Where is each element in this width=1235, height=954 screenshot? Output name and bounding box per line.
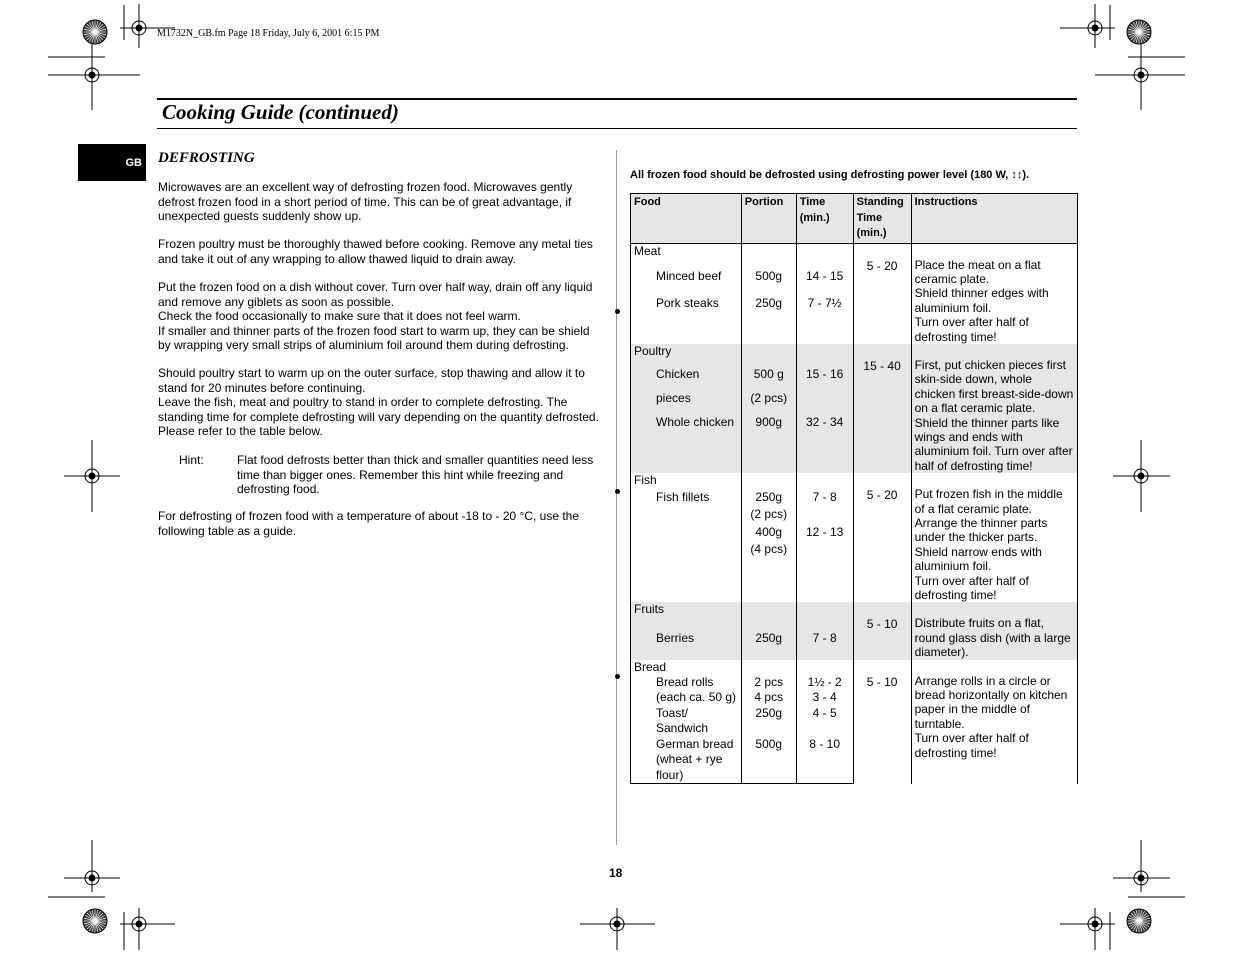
standing-time-cell: 5 - 10 [853,660,911,784]
instruction-text: Turn over after half of defrosting time! [914,573,1029,603]
food-name: (wheat + rye [631,752,742,768]
time-cell [796,768,853,784]
defrosting-table [630,193,1078,784]
instruction-text: Distribute fruits on a flat, round glass dish (with a large diameter). [914,616,1071,660]
registration-mark [1083,16,1107,40]
paragraph-placement: Put the frozen food on a dish without cover. Turn over half way, drain off any liquid and remove any giblets as soon as possible. Check the food occasionally to make sure that it does not feel warm. If smaller and thinner parts of the frozen food start to warm up, they can be shield by wrapping very small strips of aluminium foil around them during defrosting. [158,280,593,353]
header-instructions: Instructions [911,194,1077,244]
instructions-cell [911,243,1077,344]
portion-cell: 500g [741,737,796,753]
empty-cell [796,602,853,630]
spacer-cell [631,783,742,784]
paragraph-intro: Microwaves are an excellent way of defrosting frozen food. Microwaves gently defrost frozen food in a short period of time. This can be of great advantage, if unexpected guests suddenly show up. [158,180,573,224]
time-cell [796,752,853,768]
instructions-cell [911,660,1077,784]
table-category-row [631,602,1078,630]
instruction-text: Shield narrow ends with aluminium foil. [914,544,1042,574]
portion-cell: 400g [741,525,796,542]
portion-cell: 500 g [741,367,796,391]
registration-mark [127,912,151,936]
food-category: Meat [631,243,742,269]
spacer-cell [631,559,742,602]
food-name: pieces [631,391,742,415]
instructions-cell [911,473,1077,602]
table-intro: All frozen food should be defrosted using defrosting power level (180 W, ↕↕). [630,169,1030,181]
spacer-cell [796,322,853,344]
food-name [631,542,742,559]
time-cell: 12 - 13 [796,525,853,542]
time-cell [796,391,853,415]
language-tab: GB [78,144,146,181]
empty-cell [796,660,853,675]
portion-cell: 250g [741,706,796,722]
food-category: Fruits [631,602,742,630]
empty-cell [796,473,853,490]
paragraph-poultry: Frozen poultry must be thoroughly thawed before cooking. Remove any metal ties and take it out of any wrapping to allow thawed liquid to drain away. [158,237,593,266]
instruction-text: Arrange rolls in a circle or bread horizontally on kitchen paper in the middle of turntable. [914,673,1068,731]
registration-mark [127,16,151,40]
instruction-text: Turn over after half of defrosting time! [914,315,1029,344]
portion-cell: 900g [741,415,796,439]
empty-cell [741,243,796,269]
time-cell: 15 - 16 [796,367,853,391]
registration-mark [80,63,104,87]
hint-label: Hint: [179,453,204,467]
section-title: DEFROSTING [158,150,255,166]
registration-mark [605,912,629,936]
standing-time-cell: 5 - 20 [853,473,911,602]
color-target-mark [1126,908,1152,934]
instruction-text: Turn over after half of defrosting time! [914,731,1029,760]
food-name: German bread [631,737,742,753]
spacer-cell [796,559,853,602]
page-number: 18 [609,866,623,880]
instruction-text: Arrange the thinner parts under the thicker parts. [914,516,1048,545]
food-name: Chicken [631,367,742,391]
food-name [631,507,742,524]
portion-cell: (4 pcs) [741,542,796,559]
time-cell: 7 - 8 [796,631,853,660]
time-cell: 4 - 5 [796,706,853,722]
instruction-text: Place the meat on a flat ceramic plate. [914,257,1041,286]
spacer-cell [796,783,853,784]
time-cell [796,507,853,524]
empty-cell [741,660,796,675]
portion-cell [741,721,796,737]
spacer-cell [741,439,796,473]
time-cell: 32 - 34 [796,415,853,439]
food-category: Poultry [631,344,742,367]
empty-cell [741,473,796,490]
registration-mark [80,464,104,488]
header-time: Time (min.) [796,194,853,244]
instruction-text: Put frozen fish in the middle of a flat ceramic plate. [914,487,1063,516]
standing-time-cell: 15 - 40 [853,344,911,473]
empty-cell [741,344,796,367]
header-portion: Portion [741,194,796,244]
header-standing-time: Standing Time (min.) [853,194,911,244]
food-name: Sandwich [631,721,742,737]
food-name [631,525,742,542]
table-category-row [631,243,1078,269]
registration-mark [1129,866,1153,890]
instruction-text: First, put chicken pieces first skin-side down, whole chicken first breast-side-down on a flat ceramic plate. [914,357,1074,416]
portion-cell: 250g [741,490,796,507]
hint-text: Flat food defrosts better than thick and smaller quantities need less time than bigger ones. Remember this hint while freezing and defrosting food. [237,453,594,497]
time-cell: 7 - 8 [796,490,853,507]
portion-cell: 4 pcs [741,690,796,706]
food-name: Minced beef [631,269,742,295]
paragraph-standing: Should poultry start to warm up on the outer surface, stop thawing and allow it to stand for 20 minutes before continuing. Leave the fish, meat and poultry to stand in order to complete defrosting. The standing time for complete defrosting will vary depending on the quantity defrosted. Please refer to the table below. [158,366,599,439]
column-divider [616,150,617,845]
page-title: Cooking Guide (continued) [162,100,399,124]
time-cell [796,542,853,559]
food-name: Fish fillets [631,490,742,507]
registration-mark [1129,63,1153,87]
table-category-row [631,660,1078,675]
time-cell: 1½ - 2 [796,675,853,691]
spacer-cell [631,439,742,473]
standing-time-cell: 5 - 20 [853,243,911,344]
portion-cell: 500g [741,269,796,295]
portion-cell: 2 pcs [741,675,796,691]
instructions-cell [911,344,1077,473]
food-name: Toast/ [631,706,742,722]
food-name: Berries [631,631,742,660]
portion-cell [741,752,796,768]
portion-cell [741,768,796,784]
color-target-mark [1126,19,1152,45]
color-target-mark [82,908,108,934]
margin-dot [615,309,620,314]
registration-mark [80,866,104,890]
paragraph-temperature: For defrosting of frozen food with a temperature of about -18 to - 20 °C, use the following table as a guide. [158,509,580,538]
instruction-text: Shield the thinner parts like wings and ends with aluminium foil. Turn over after half of defrosting time! [914,415,1073,473]
time-cell [796,721,853,737]
food-name: Whole chicken [631,415,742,439]
color-target-mark [82,19,108,45]
empty-cell [796,243,853,269]
food-name: flour) [631,768,742,784]
table-category-row [631,344,1078,367]
portion-cell: (2 pcs) [741,507,796,524]
empty-cell [796,344,853,367]
header-food: Food [631,194,742,244]
registration-mark [1129,464,1153,488]
margin-dot [615,489,620,494]
time-cell: 7 - 7½ [796,296,853,322]
table-header-row [631,194,1078,244]
spacer-cell [741,783,796,784]
food-category: Bread [631,660,742,675]
instructions-cell [911,602,1077,659]
title-bottom-rule [157,128,1077,129]
food-name: Bread rolls [631,675,742,691]
portion-cell: 250g [741,296,796,322]
spacer-cell [741,322,796,344]
spacer-cell [796,439,853,473]
portion-cell: (2 pcs) [741,391,796,415]
print-header: M1732N_GB.fm Page 18 Friday, July 6, 2001 6:15 PM [157,28,380,39]
instruction-text: Shield thinner edges with aluminium foil. [914,286,1049,315]
food-name: Pork steaks [631,296,742,322]
food-name: (each ca. 50 g) [631,690,742,706]
time-cell: 8 - 10 [796,737,853,753]
empty-cell [741,602,796,630]
time-cell: 14 - 15 [796,269,853,295]
registration-mark [1083,912,1107,936]
margin-dot [615,674,620,679]
spacer-cell [741,559,796,602]
table-category-row [631,473,1078,490]
food-category: Fish [631,473,742,490]
standing-time-cell: 5 - 10 [853,602,911,659]
portion-cell: 250g [741,631,796,660]
spacer-cell [631,322,742,344]
time-cell: 3 - 4 [796,690,853,706]
